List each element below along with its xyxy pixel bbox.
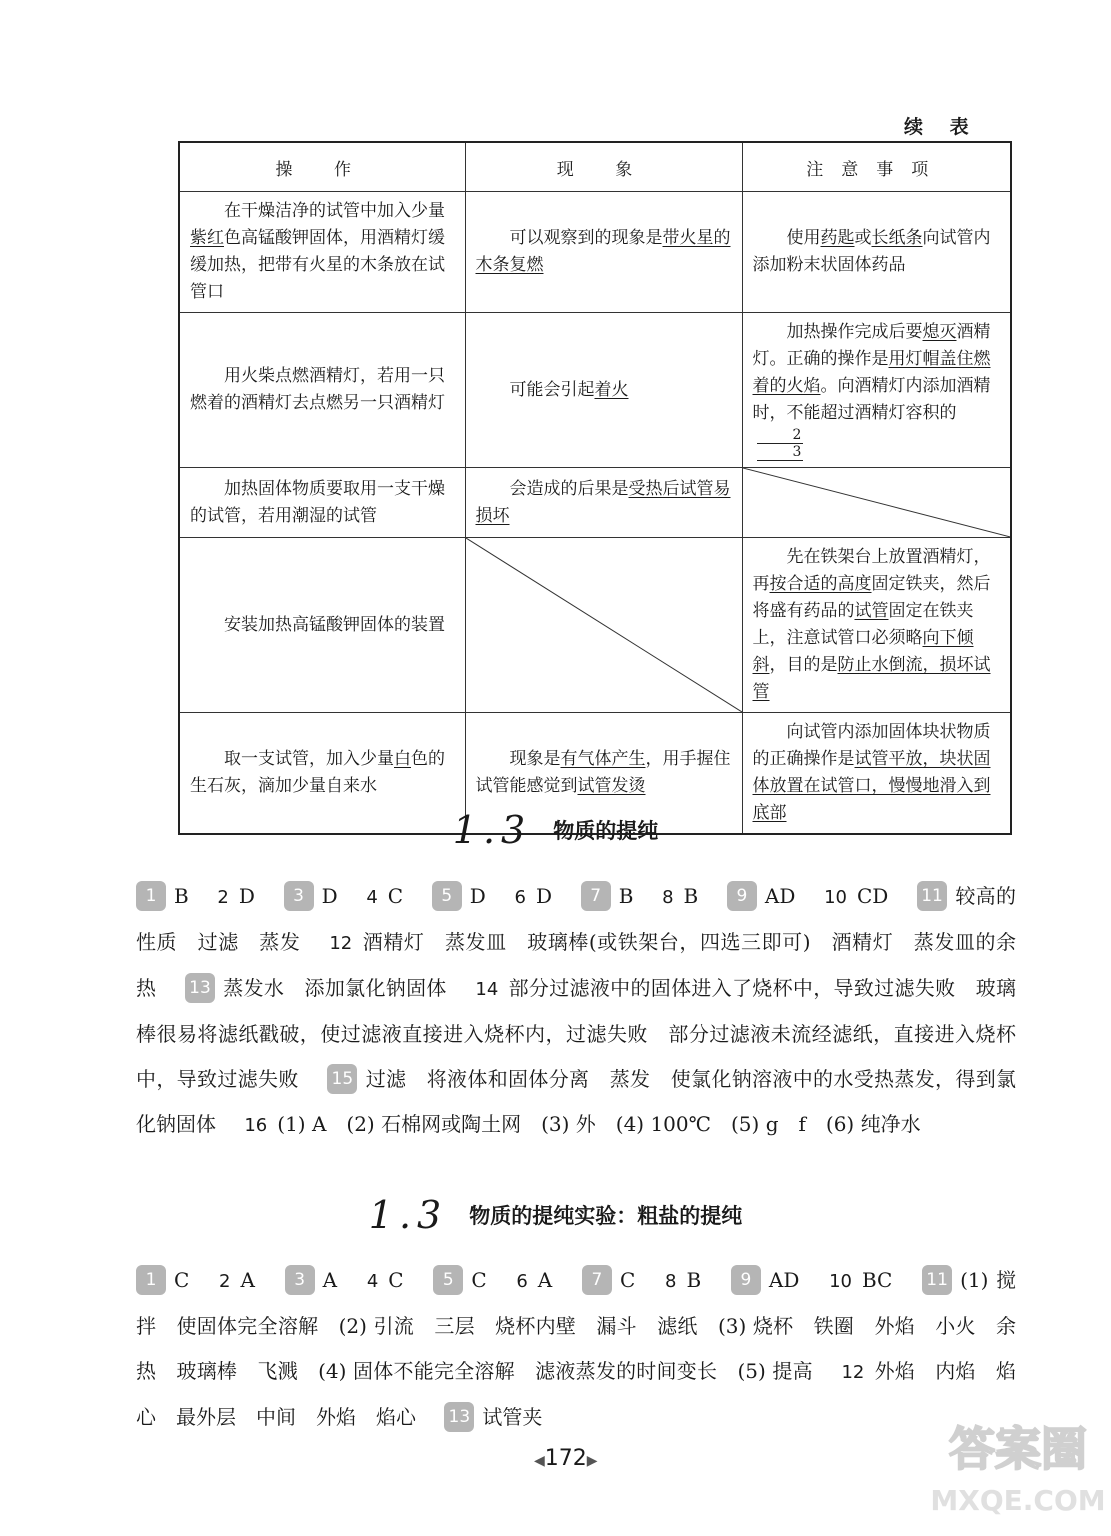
question-number: 6: [514, 887, 526, 908]
text-segment: 色的生石灰，滴加少量自来水: [190, 749, 445, 796]
answer-item: [444, 1405, 542, 1429]
table-row: [179, 538, 1011, 713]
question-number-badge: 5: [432, 881, 462, 911]
question-number-badge: 1: [136, 881, 166, 911]
answer-text: D: [535, 884, 552, 908]
cell-phen: [465, 313, 742, 468]
answer-text: B: [618, 884, 634, 908]
answer-item: [185, 976, 447, 1000]
text-segment: 加热固体物质要取用一支干燥的试管，若用潮湿的试管: [190, 478, 445, 526]
answer-text: C: [387, 884, 404, 908]
answer-text: 外焰 内焰 焰心 最外层 中间 外焰 焰心: [136, 1359, 1017, 1429]
question-number: 16: [244, 1115, 268, 1136]
answer-item: [662, 884, 698, 908]
cell-text: [190, 198, 455, 306]
cell-text: [190, 363, 455, 417]
answer-item: [829, 1268, 892, 1292]
table-header-row: [179, 142, 1011, 192]
cell-phen: [465, 192, 742, 313]
answer-blank: 防止水倒流，损坏试管: [752, 655, 991, 702]
answer-text: C: [619, 1268, 636, 1292]
answer-text: (1) 搅拌 使固体完全溶解 (2) 引流 三层 烧杯内壁 漏斗 滤纸 (3) 烧杯 铁圈 外焰 小火 余热 玻璃棒 飞溅 (4) 固体不能完全溶解 滤液蒸发的时间变长 (5) 提高: [136, 1268, 1017, 1383]
text-segment: 向试管内添加粉末状固体药品: [752, 228, 991, 275]
text-segment: 色高锰酸钾固体，用酒精灯缓缓加热，把带有火星的木条放在试管口: [190, 228, 445, 302]
question-number: 6: [516, 1271, 528, 1292]
section-heading: 物质的提纯实验：粗盐的提纯: [469, 1204, 743, 1228]
text-segment: ，用手握住试管能感觉到: [475, 749, 731, 796]
answer-text: 过滤 将液体和固体分离 蒸发 使氯化钠溶液中的水受热蒸发，得到氯化钠固体: [136, 1067, 1017, 1136]
section-title-purification: [0, 808, 1111, 852]
question-number-badge: 13: [444, 1402, 474, 1432]
answer-item: [136, 1268, 189, 1292]
text-segment: 或: [854, 228, 872, 248]
answer-item: [285, 1268, 337, 1292]
answer-item: [219, 1268, 255, 1292]
question-number: 12: [841, 1362, 865, 1383]
cell-note: [742, 192, 1011, 313]
question-number-badge: 11: [917, 881, 947, 911]
answer-item: [432, 884, 486, 908]
answer-text: A: [240, 1268, 255, 1292]
answer-text: A: [322, 1268, 338, 1292]
text-segment: 酒精灯。正确的操作是: [752, 322, 991, 369]
text-segment: 固定在铁夹上，注意试管口必须略: [752, 601, 974, 648]
answer-blank: 用灯帽盖住燃着的火焰: [752, 349, 991, 396]
answer-blank: 长纸条: [871, 228, 923, 248]
answer-blank: 紫红: [190, 228, 224, 248]
answer-text: D: [321, 884, 338, 908]
question-number: 14: [475, 979, 499, 1000]
cell-op: [179, 313, 465, 468]
question-number-badge: 9: [731, 1265, 761, 1295]
fraction: [757, 427, 804, 461]
diagonal-line: [743, 468, 1011, 537]
table-row: [179, 192, 1011, 313]
answer-text: CD: [857, 884, 889, 908]
text-segment: 固定铁夹，然后将盛有药品的: [752, 574, 991, 621]
answer-text: B: [683, 884, 699, 908]
answer-item: [244, 1112, 920, 1136]
question-number-badge: 13: [185, 973, 215, 1003]
answer-item: [581, 884, 634, 908]
answer-item: [516, 1268, 552, 1292]
answer-item: [515, 884, 553, 908]
answer-text: D: [469, 884, 486, 908]
answer-text: AD: [768, 1268, 800, 1292]
text-segment: 加热操作完成后要: [786, 322, 923, 342]
question-number-badge: 15: [327, 1064, 357, 1094]
cell-text: [190, 476, 455, 530]
svg-text:MXQE.COM: MXQE.COM: [930, 1484, 1106, 1517]
question-number: 8: [662, 887, 674, 908]
answer-text: B: [174, 884, 189, 908]
question-number-badge: 9: [727, 881, 757, 911]
cell-phen: [465, 468, 742, 538]
answer-text: BC: [861, 1268, 893, 1292]
header-notes: 注意事项: [742, 142, 1011, 192]
question-number: 2: [219, 1271, 231, 1292]
right-arrow-icon: ▶: [586, 1453, 598, 1469]
section-number: 1.3: [368, 1193, 448, 1237]
question-number: 4: [366, 887, 378, 908]
question-number-badge: 1: [136, 1265, 166, 1295]
cell-op: [179, 468, 465, 538]
left-arrow-icon: ◀: [534, 1453, 545, 1469]
answer-blank: 着火: [594, 379, 629, 400]
cell-note: [742, 313, 1011, 468]
answer-item: [727, 884, 795, 908]
answer-blank: 药匙: [820, 228, 855, 248]
fraction-denominator: 3: [757, 444, 804, 461]
header-operation: 操 作: [179, 142, 465, 192]
text-segment: 会造成的后果是: [509, 478, 629, 499]
answer-blank: 试管平放，块状固体放置在试管口，慢慢地滑入到底部: [752, 749, 991, 823]
answer-text: D: [238, 884, 255, 908]
text-segment: 现象是: [509, 749, 561, 769]
answer-item: [731, 1268, 799, 1292]
question-number: 4: [366, 1271, 379, 1292]
answer-blank: 试管: [854, 601, 889, 621]
cell-op: [179, 192, 465, 313]
answer-blank: 有气体产生: [560, 749, 646, 769]
table-row: [179, 468, 1011, 538]
cell-text: [476, 746, 732, 800]
question-number: 12: [329, 933, 353, 954]
answer-text: AD: [764, 884, 796, 908]
answers-crude-salt: [136, 1258, 1016, 1440]
answer-blank: 试管发烫: [577, 776, 646, 796]
text-segment: 。向酒精灯内添加酒精时，不能超过酒精灯容积的: [752, 376, 991, 423]
answer-blank: 受热后试管易损坏: [475, 478, 731, 526]
text-segment: 向试管内添加固体块状物质的正确操作是: [752, 722, 991, 769]
answer-text: A: [537, 1268, 553, 1292]
answer-item: [366, 884, 403, 908]
continued-label: 续 表: [904, 116, 979, 138]
answer-item: [665, 1268, 701, 1292]
text-segment: 取一支试管，加入少量: [224, 749, 394, 769]
answer-item: [367, 1268, 404, 1292]
answer-text: 蒸发水 添加氯化钠固体: [222, 976, 447, 1000]
answer-text: C: [388, 1268, 404, 1292]
answer-item: [136, 884, 189, 908]
answers-purification: [136, 874, 1037, 1148]
answer-text: B: [686, 1268, 702, 1292]
answer-text: 试管夹: [482, 1405, 543, 1429]
cell-text: [476, 225, 732, 279]
cell-text: [476, 476, 732, 530]
watermark-logo: [928, 1410, 1108, 1530]
answer-text: 酒精灯 蒸发皿 玻璃棒(或铁架台，四选三即可) 酒精灯 蒸发皿的余热: [136, 930, 1017, 1000]
answer-item: [217, 884, 255, 908]
text-segment: 在干燥洁净的试管中加入少量: [224, 201, 445, 221]
answer-blank: 带火星的木条复燃: [475, 228, 731, 275]
text-segment: 使用: [786, 228, 821, 248]
answer-item: [582, 1268, 635, 1292]
text-segment: ，目的是: [769, 655, 838, 675]
answer-blank: 熄灭: [922, 322, 957, 342]
answer-text: (1) A (2) 石棉网或陶土网 (3) 外 (4) 100℃ (5) g f (6) 纯净水: [277, 1112, 921, 1136]
answer-text: 部分过滤液中的固体进入了烧杯中，导致过滤失败 玻璃棒很易将滤纸戳破，使过滤液直接进入烧杯内，过滤失败 部分过滤液未流经滤纸，直接进入烧杯中，导致过滤失败: [136, 976, 1017, 1091]
header-phenomenon: 现 象: [465, 142, 742, 192]
section-number: 1.3: [452, 808, 532, 852]
table-row: [179, 313, 1011, 468]
page-number: ◀172▶: [534, 1446, 598, 1471]
question-number-badge: 5: [433, 1265, 463, 1295]
text-segment: 先在铁架台上放置酒精灯，再: [752, 547, 991, 594]
text-segment: 安装加热高锰酸钾固体的装置: [224, 614, 445, 635]
cell-note: [742, 538, 1011, 713]
answer-blank: 向下倾斜: [752, 628, 974, 675]
svg-text:答案圈: 答案圈: [949, 1422, 1087, 1476]
empty-diagonal-cell: [465, 538, 742, 713]
question-number-badge: 3: [284, 881, 314, 911]
cell-text: [190, 746, 455, 800]
question-number: 10: [829, 1271, 852, 1292]
empty-diagonal-cell: [742, 468, 1011, 538]
section-heading: 物质的提纯: [553, 819, 659, 843]
question-number-badge: 3: [285, 1265, 315, 1295]
question-number-badge: 7: [582, 1265, 612, 1295]
diagonal-line: [466, 538, 742, 712]
text-segment: 用火柴点燃酒精灯，若用一只燃着的酒精灯去点燃另一只酒精灯: [190, 366, 445, 413]
question-number-badge: 7: [581, 881, 611, 911]
section-title-crude-salt: [0, 1193, 1111, 1237]
answer-blank: 白: [394, 749, 411, 769]
question-number: 8: [665, 1271, 677, 1292]
answer-text: C: [174, 1268, 190, 1292]
cell-text: [753, 225, 1001, 279]
text-segment: 可能会引起: [509, 379, 595, 400]
answer-item: [433, 1268, 486, 1292]
fraction-numerator: 2: [757, 427, 804, 444]
operations-table: [178, 141, 1012, 835]
cell-op: [179, 538, 465, 713]
answer-text: C: [471, 1268, 487, 1292]
question-number-badge: 11: [922, 1265, 952, 1295]
cell-text: [476, 377, 732, 404]
answer-item: [284, 884, 338, 908]
question-number: 10: [824, 887, 847, 908]
text-segment: 可以观察到的现象是: [509, 228, 663, 248]
answer-item: [824, 884, 888, 908]
cell-text: [753, 544, 1001, 706]
cell-text: [753, 319, 1001, 461]
answer-blank: 按合适的高度: [769, 574, 872, 594]
answer-text: 较高的 性质 过滤 蒸发: [136, 884, 1037, 954]
cell-text: [190, 612, 455, 639]
question-number: 2: [217, 887, 229, 908]
